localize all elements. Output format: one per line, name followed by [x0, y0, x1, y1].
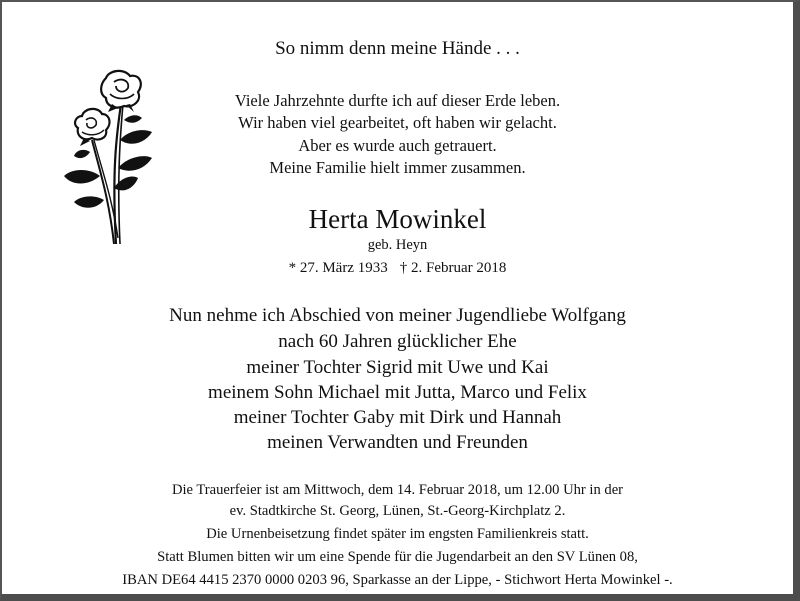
farewell-line: meiner Tochter Sigrid mit Uwe und Kai: [246, 357, 549, 378]
motto: So nimm denn meine Hände . . .: [275, 38, 520, 59]
deceased-name: Herta Mowinkel: [308, 204, 487, 234]
donation-info-line: Statt Blumen bitten wir um eine Spende für die Jugendarbeit an den SV Lünen 08,: [157, 549, 638, 565]
life-dates: [2, 261, 793, 276]
farewell-line: meinem Sohn Michael mit Jutta, Marco und Felix: [208, 382, 587, 403]
verse-line: Meine Familie hielt immer zusammen.: [269, 158, 526, 177]
farewell-line: meiner Tochter Gaby mit Dirk und Hannah: [233, 407, 562, 428]
service-location-line: ev. Stadtkirche St. Georg, Lünen, St.-Georg-Kirchplatz 2.: [229, 503, 566, 519]
farewell-line: meinen Verwandten und Freunden: [267, 432, 528, 453]
service-info-line: Die Trauerfeier ist am Mittwoch, dem 14. Februar 2018, um 12.00 Uhr in der: [171, 482, 624, 498]
farewell-line: nach 60 Jahren glücklicher Ehe: [278, 331, 517, 352]
verse-line: Wir haben viel gearbeitet, oft haben wir gelacht.: [238, 113, 557, 132]
farewell-line: Nun nehme ich Abschied von meiner Jugendliebe Wolfgang: [169, 305, 626, 326]
birth-date: * 27. März 1933: [288, 260, 388, 276]
death-date: † 2. Februar 2018: [399, 260, 507, 276]
bank-details-line: IBAN DE64 4415 2370 0000 0203 96, Sparkasse an der Lippe, - Stichwort Herta Mowinkel -.: [122, 572, 673, 588]
maiden-name: geb. Heyn: [367, 237, 428, 253]
verse-line: Aber es wurde auch getrauert.: [298, 136, 497, 155]
burial-info-line: Die Urnenbeisetzung findet später im engsten Familienkreis statt.: [206, 526, 589, 542]
verse-line: Viele Jahrzehnte durfte ich auf dieser Erde leben.: [234, 91, 561, 110]
